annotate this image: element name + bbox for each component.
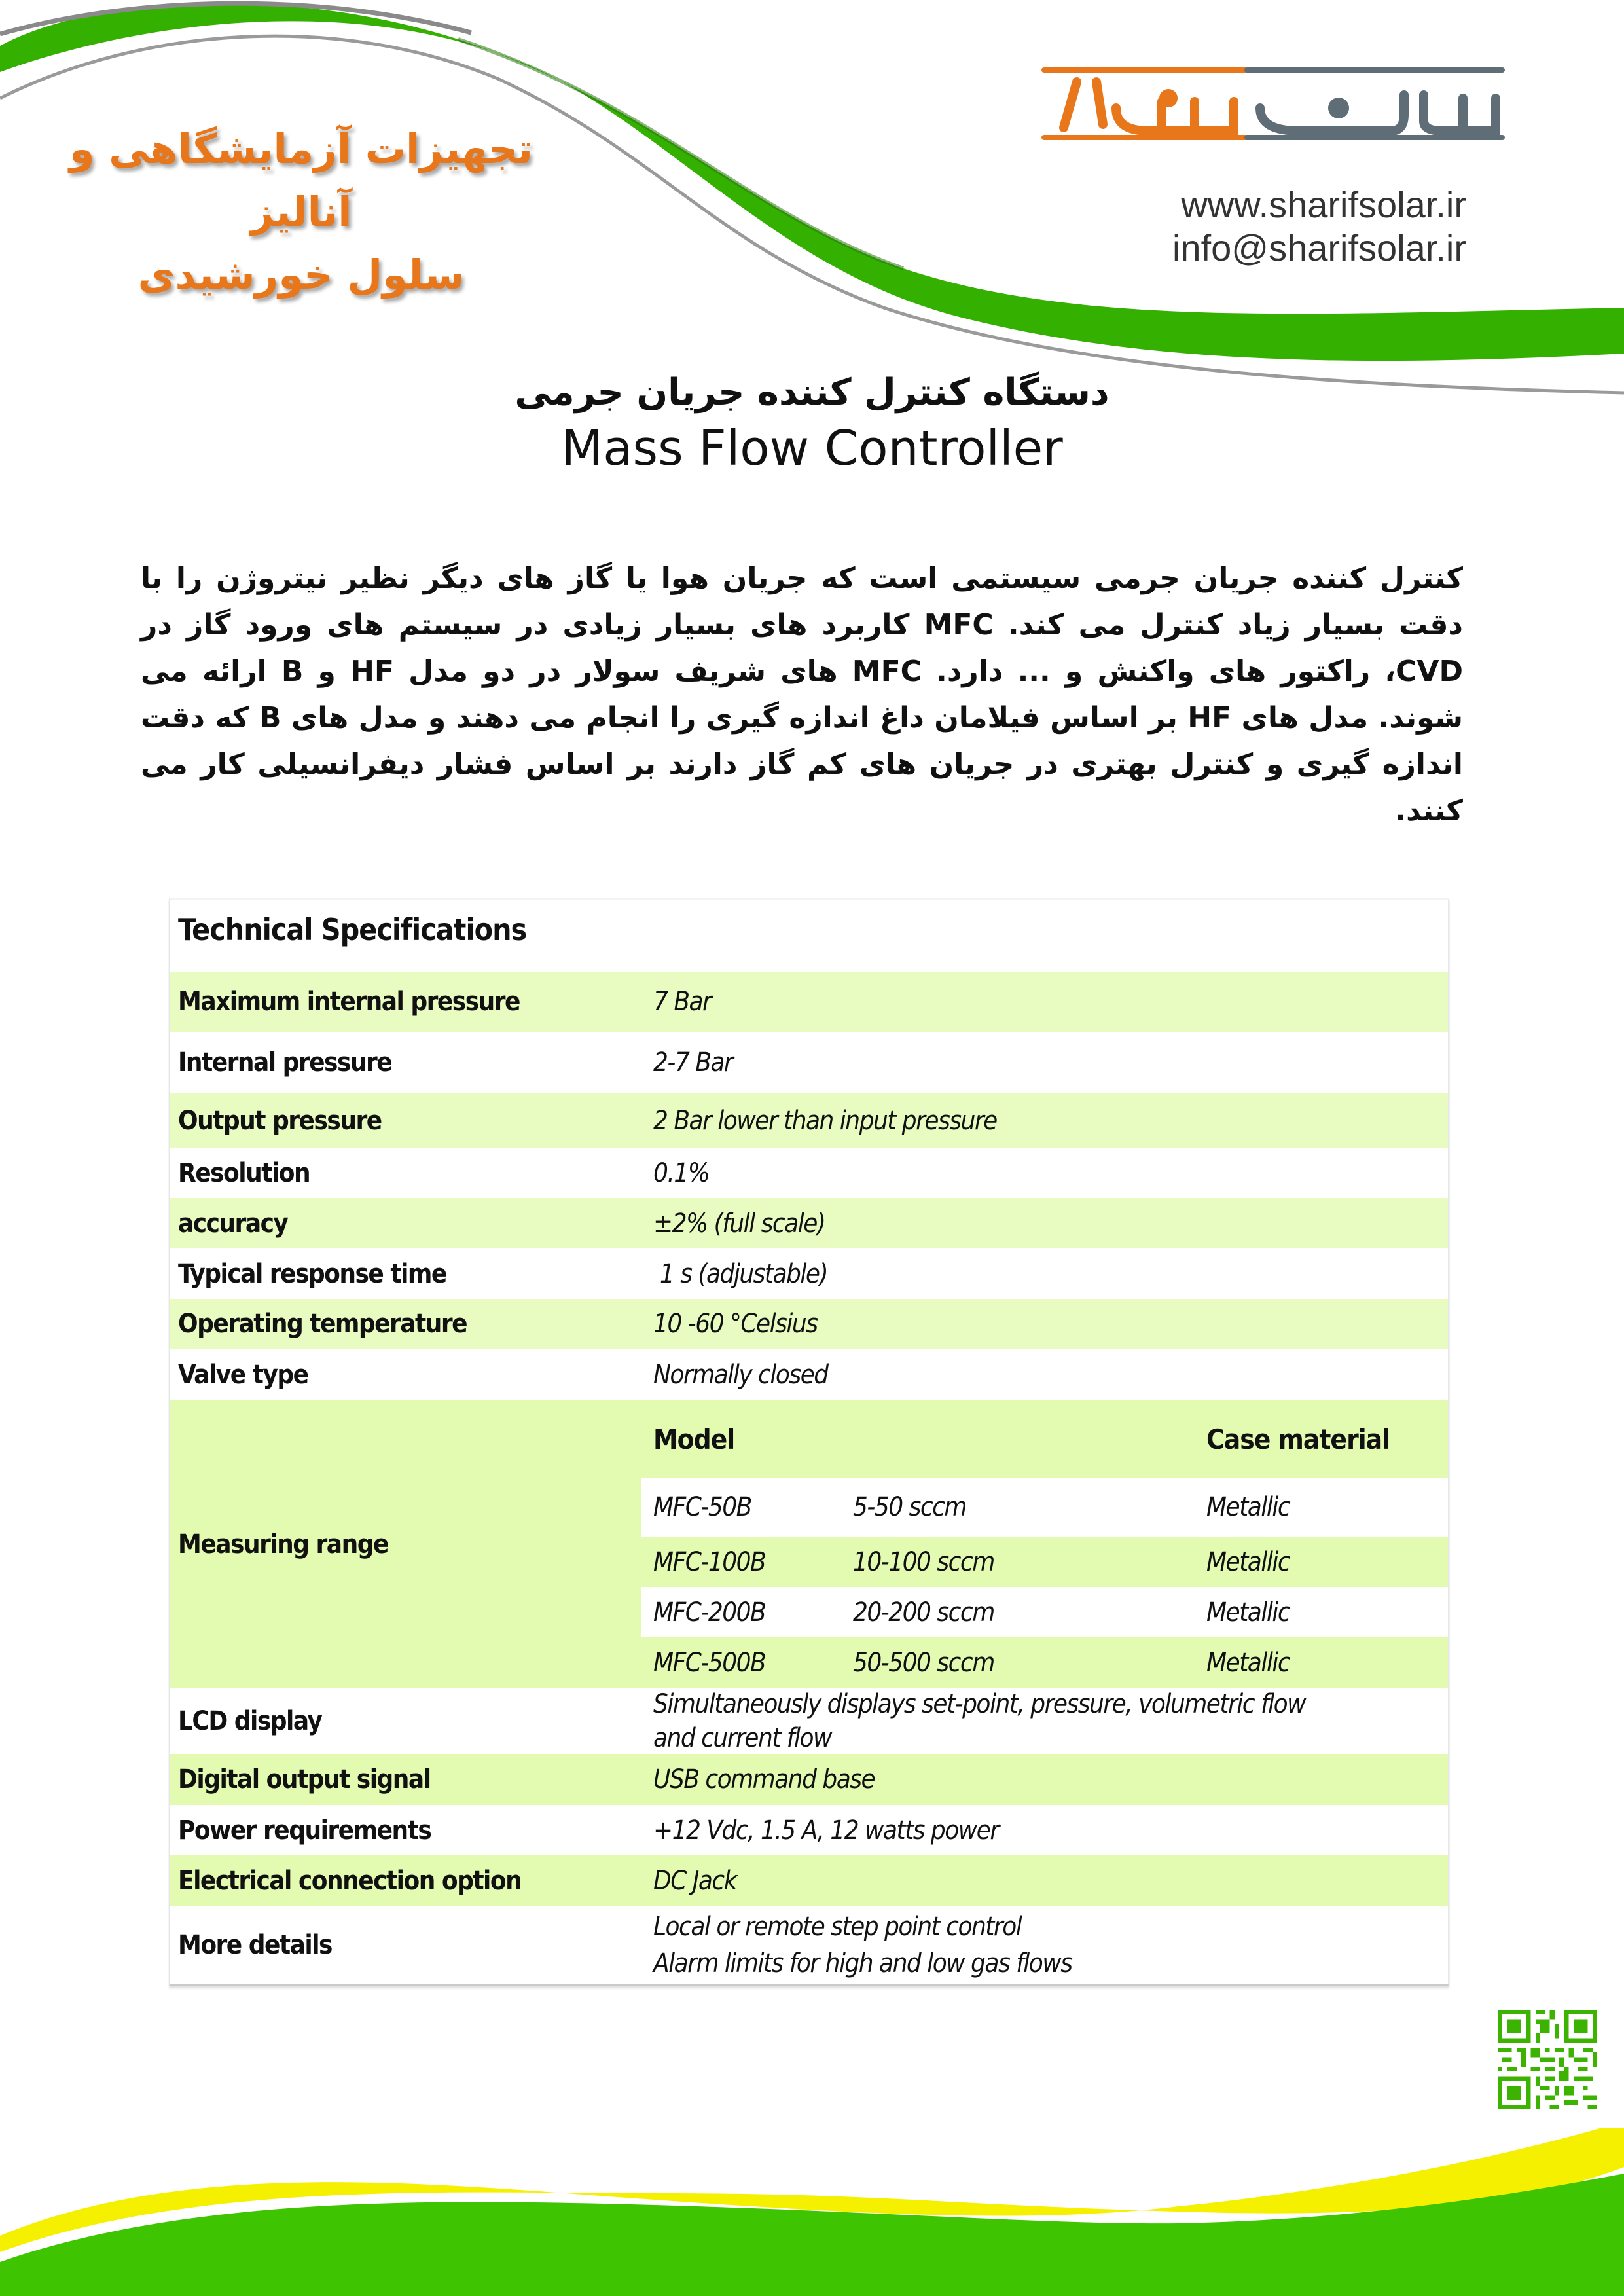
- qr-code-icon: [1498, 2010, 1597, 2109]
- spec-label: Internal pressure: [178, 1048, 392, 1078]
- model-name: MFC-50B: [653, 1492, 751, 1522]
- model-row: [641, 1478, 1448, 1537]
- model-case: Metallic: [1206, 1546, 1290, 1577]
- spec-row-valve-type: [170, 1349, 1448, 1400]
- model-name: MFC-200B: [653, 1597, 766, 1628]
- spec-row-internal-pressure: [170, 1032, 1448, 1093]
- spec-label: Resolution: [178, 1158, 310, 1188]
- spec-value: 2-7 Bar: [653, 1048, 733, 1078]
- spec-label: Typical response time: [178, 1258, 446, 1289]
- model-range: 10-100 sccm: [853, 1546, 994, 1577]
- email-link[interactable]: info@sharifsolar.ir: [1172, 227, 1466, 268]
- spec-label: Measuring range: [178, 1529, 388, 1559]
- spec-row-electrical-connection: [170, 1855, 1448, 1906]
- spec-row-resolution: [170, 1148, 1448, 1198]
- spec-row-response-time: [170, 1248, 1448, 1299]
- model-range: 50-500 sccm: [853, 1648, 994, 1678]
- spec-value: 1 s (adjustable): [653, 1258, 828, 1289]
- model-name: MFC-100B: [653, 1546, 766, 1577]
- spec-value: 2 Bar lower than input pressure: [653, 1106, 997, 1136]
- footer-wave-decoration: [0, 2128, 1624, 2296]
- spec-value: USB command base: [653, 1764, 875, 1795]
- model-range: 5-50 sccm: [853, 1492, 966, 1522]
- company-logo: [1038, 62, 1509, 147]
- spec-label: Power requirements: [178, 1815, 431, 1846]
- spec-value: +12 Vdc, 1.5 A, 12 watts power: [653, 1815, 999, 1846]
- spec-value: [641, 1908, 1448, 1982]
- spec-table-title: Technical Specifications: [178, 912, 527, 947]
- spec-value: 10 -60 °Celsius: [653, 1309, 818, 1339]
- spec-label: LCD display: [178, 1706, 322, 1736]
- spec-value-line: Simultaneously displays set-point, pressure, volumetric flow: [653, 1689, 1306, 1719]
- spec-value-line: Local or remote step point control: [653, 1912, 1022, 1942]
- column-header-model: Model: [653, 1423, 735, 1455]
- spec-table: [169, 898, 1449, 1986]
- spec-value-line: and current flow: [653, 1723, 831, 1753]
- intro-paragraph: کنترل کننده جریان جرمی سیستمی است که جریان هوا یا گاز های دیگر نظیر نیتروژن را با دقت بسیار زیاد کنترل می کند. MFC کاربرد های بسیار زیادی در سیستم های ورود گاز در CVD، راکتور های واکنش و ... دارد. MFC های شریف سولار در دو مدل HF و B ارائه می شوند. مدل های HF بر اساس فیلامان داغ اندازه گیری را انجام می دهند و مدل های B که دقت اندازه گیری و کنترل بهتری در جریان های کم گاز دارند بر اساس فشار دیفرانسیلی کار می کنند.: [141, 562, 1464, 828]
- spec-row-output-pressure: [170, 1093, 1448, 1148]
- spec-row-operating-temperature: [170, 1299, 1448, 1349]
- measuring-range-subtable: [641, 1400, 1448, 1688]
- spec-value: 0.1%: [653, 1158, 710, 1188]
- spec-row-lcd-display: [170, 1688, 1448, 1754]
- spec-value: Normally closed: [653, 1359, 828, 1390]
- tagline-line-1: تجهیزات آزمایشگاهی و آنالیز: [69, 125, 533, 236]
- spec-row-power-requirements: [170, 1805, 1448, 1855]
- spec-label: Electrical connection option: [178, 1866, 522, 1896]
- spec-value: [641, 1687, 1448, 1755]
- model-range: 20-200 sccm: [853, 1597, 994, 1628]
- spec-value: DC Jack: [653, 1866, 737, 1896]
- spec-label: Maximum internal pressure: [178, 987, 520, 1017]
- spec-label: Valve type: [178, 1359, 308, 1390]
- spec-value-line: Alarm limits for high and low gas flows: [653, 1948, 1072, 1978]
- page-title-english: Mass Flow Controller: [561, 420, 1063, 477]
- spec-label: accuracy: [178, 1208, 288, 1239]
- model-row: [641, 1537, 1448, 1587]
- model-case: Metallic: [1206, 1597, 1290, 1628]
- tagline: [39, 118, 563, 306]
- model-row: [641, 1637, 1448, 1688]
- column-header-case-material: Case material: [1206, 1423, 1390, 1455]
- model-case: Metallic: [1206, 1648, 1290, 1678]
- model-row: [641, 1587, 1448, 1637]
- spec-label: Output pressure: [178, 1106, 382, 1136]
- spec-label: Digital output signal: [178, 1764, 431, 1795]
- logo-mark-icon: [1038, 62, 1509, 147]
- spec-row-accuracy: [170, 1198, 1448, 1248]
- page-title-persian: دستگاه کنترل کننده جریان جرمی: [514, 371, 1110, 414]
- website-link[interactable]: www.sharifsolar.ir: [1181, 184, 1466, 225]
- model-case: Metallic: [1206, 1492, 1290, 1522]
- tagline-line-2: سلول خورشیدی: [137, 251, 465, 299]
- spec-label: Operating temperature: [178, 1309, 467, 1339]
- model-name: MFC-500B: [653, 1648, 766, 1678]
- spec-row-measuring-range: [170, 1400, 1448, 1688]
- contact-info: [1113, 183, 1466, 270]
- spec-value: ±2% (full scale): [653, 1208, 825, 1239]
- spec-row-more-details: [170, 1906, 1448, 1984]
- spec-value: 7 Bar: [653, 987, 712, 1017]
- spec-row-max-internal-pressure: [170, 972, 1448, 1032]
- spec-label: More details: [178, 1930, 332, 1960]
- spec-row-digital-output: [170, 1754, 1448, 1805]
- subtable-header: [653, 1400, 1448, 1478]
